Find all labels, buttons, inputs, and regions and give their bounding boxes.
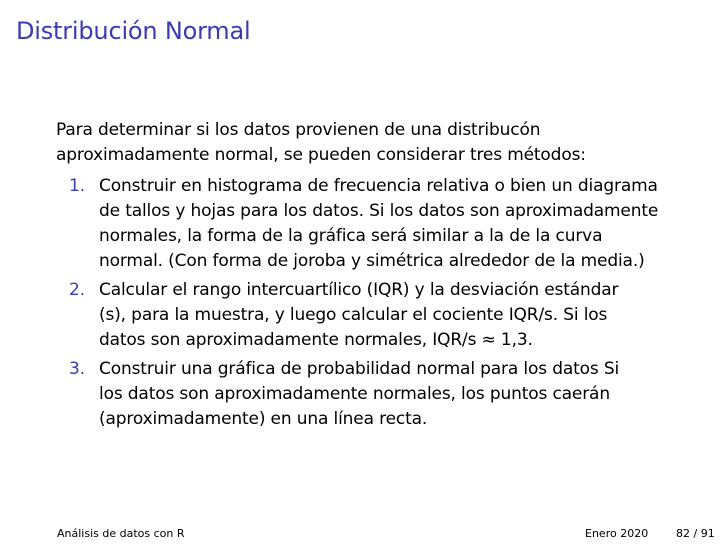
method-line: datos son aproximadamente normales, IQR/s ≈ 1,3. [99,330,533,350]
footer-course-title: Análisis de datos con R [57,527,185,540]
intro-line: aproximadamente normal, se pueden considerar tres métodos: [56,145,586,165]
method-line: normal. (Con forma de joroba y simétrica alrededor de la media.) [99,251,645,271]
method-number: 1. [69,176,85,196]
method-line: (aproximadamente) en una línea recta. [99,409,428,429]
method-item-3 [56,357,706,432]
method-line: (s), para la muestra, y luego calcular el cociente IQR/s. Si los [99,305,608,325]
method-number: 3. [69,359,85,379]
method-line: Construir una gráfica de probabilidad normal para los datos Si [99,359,620,379]
intro-paragraph [56,118,706,168]
method-line: de tallos y hojas para los datos. Si los datos son aproximadamente [99,201,659,221]
method-line: Calcular el rango intercuartílico (IQR) y la desviación estándar [99,280,619,300]
footer-page-number: 82 / 91 [676,527,715,540]
method-number: 2. [69,280,85,300]
method-line: Construir en histograma de frecuencia relativa o bien un diagrama [99,176,658,196]
footer-date: Enero 2020 [585,527,649,540]
slide-title: Distribución Normal [16,17,251,45]
slide-body [56,118,706,436]
method-line: los datos son aproximadamente normales, los puntos caerán [99,384,610,404]
intro-line: Para determinar si los datos provienen de una distribucón [56,120,541,140]
method-line: normales, la forma de la gráfica será similar a la de la curva [99,226,603,246]
method-item-2 [56,278,706,353]
method-item-1 [56,174,706,274]
methods-list [56,174,706,432]
